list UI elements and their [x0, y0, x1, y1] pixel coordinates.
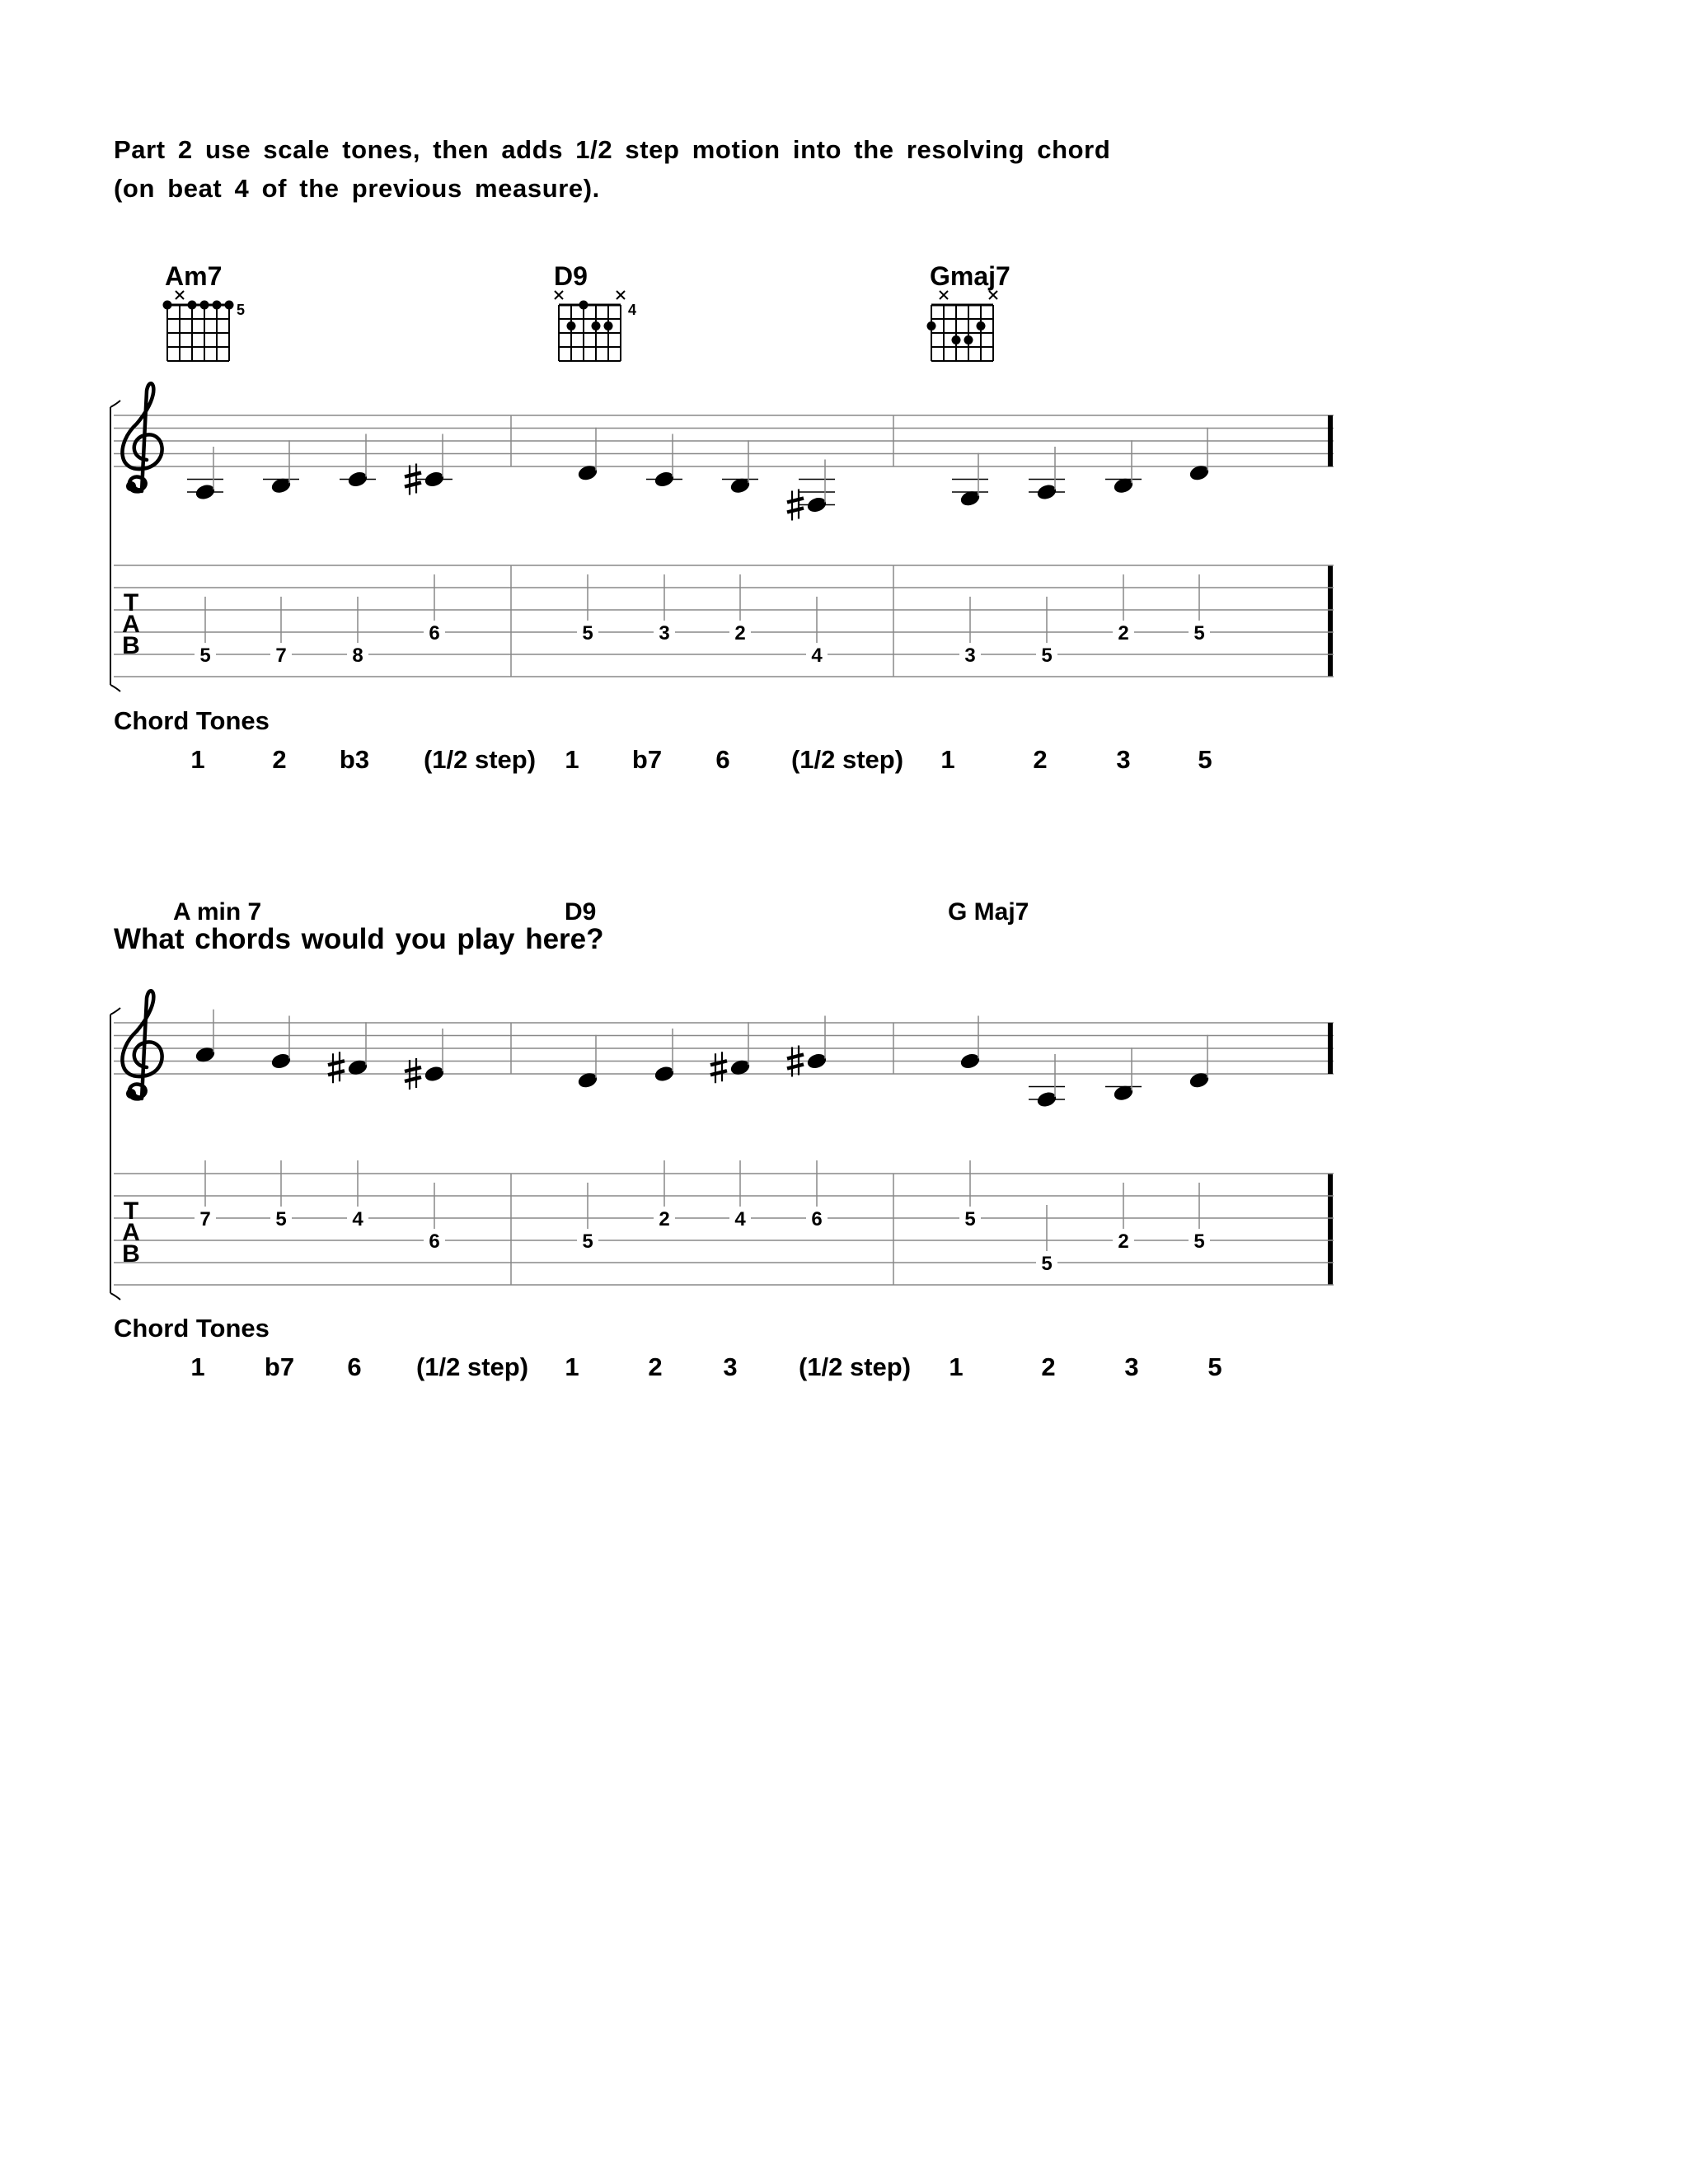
note: [959, 1016, 981, 1071]
tab-number: 5: [275, 1208, 287, 1230]
chord-name: D9: [565, 898, 597, 926]
note: [1105, 440, 1142, 494]
chord-tone: 5: [1207, 1352, 1222, 1381]
chord-tone: 1: [565, 745, 579, 774]
note: [405, 1029, 446, 1090]
tab-number: 6: [429, 1230, 440, 1253]
note: [576, 428, 598, 482]
tab-number: 2: [734, 622, 746, 644]
note: [1029, 1054, 1065, 1108]
tab-letter: B: [122, 1240, 140, 1268]
system-1-labels: [165, 261, 1010, 291]
finger-dot: [977, 321, 986, 330]
tab-number: 5: [582, 622, 593, 644]
note: [405, 434, 452, 495]
chord-tone: 3: [1124, 1352, 1139, 1381]
muted-string-icon: [555, 291, 563, 299]
note: [952, 453, 988, 508]
chord-tone: (1/2 step): [790, 745, 904, 774]
note: [722, 440, 758, 494]
system-2-tab: [114, 1160, 1334, 1285]
muted-string-icon: [940, 291, 948, 299]
tab-number: 2: [1118, 622, 1129, 644]
chord-tone: b3: [339, 745, 370, 774]
finger-dot: [964, 335, 973, 344]
note: [340, 434, 376, 489]
finger-dot: [579, 301, 588, 310]
finger-dot: [592, 321, 601, 330]
chord-tone: 2: [272, 745, 287, 774]
intro-line-1: Part 2 use scale tones, then adds 1/2 step motion into the resolving chord: [114, 135, 1111, 164]
finger-dot: [163, 301, 172, 310]
tab-number: 6: [429, 622, 440, 644]
tab-number: 5: [1193, 1230, 1205, 1253]
chord-name: Gmaj7: [930, 261, 1010, 291]
muted-string-icon: [617, 291, 625, 299]
chord-diagram: [555, 291, 636, 361]
chord-tone: 1: [949, 1352, 964, 1381]
note: [653, 1029, 675, 1083]
tab-letter: T: [123, 1197, 139, 1225]
chord-tone: 1: [940, 745, 955, 774]
intro-line-2: (on beat 4 of the previous measure).: [114, 174, 600, 203]
tab-number: 8: [352, 644, 363, 667]
chord-name: Am7: [165, 261, 223, 291]
note: [194, 1010, 216, 1064]
tab-number: 5: [582, 1230, 593, 1253]
note: [576, 1035, 598, 1090]
note: [263, 440, 299, 494]
chord-tone: (1/2 step): [423, 745, 537, 774]
system-2-staff: [110, 991, 1334, 1300]
tab-letter: A: [122, 1219, 140, 1246]
note: [646, 434, 682, 489]
system-1-chord-tones: [114, 706, 1212, 774]
chord-tone: (1/2 step): [415, 1352, 529, 1381]
system-2-labels: [173, 898, 1029, 926]
chord-tone: 5: [1198, 745, 1212, 774]
chord-tone: 1: [190, 745, 205, 774]
note: [1029, 447, 1065, 501]
tab-number: 3: [659, 622, 670, 644]
fret-number: 5: [236, 302, 246, 318]
note: [787, 1016, 828, 1077]
chord-tone: 3: [1116, 745, 1131, 774]
chord-tone: 2: [1033, 745, 1048, 774]
tab-number: 7: [275, 644, 287, 667]
treble-clef-icon: [122, 383, 162, 491]
tab-number: 5: [1041, 644, 1053, 667]
tab-number: 5: [964, 1208, 976, 1230]
chord-tone: (1/2 step): [798, 1352, 912, 1381]
system-bracket: [110, 1008, 120, 1300]
note: [1105, 1047, 1142, 1102]
muted-string-icon: [989, 291, 997, 299]
chord-tones-label: Chord Tones: [114, 706, 270, 735]
tab-number: 5: [1193, 622, 1205, 644]
finger-dot: [567, 321, 576, 330]
finger-dot: [952, 335, 961, 344]
fret-number: 4: [627, 302, 637, 318]
tab-number: 7: [199, 1208, 211, 1230]
note: [1188, 428, 1210, 482]
muted-string-icon: [176, 291, 184, 299]
finger-dot: [213, 301, 222, 310]
note: [270, 1016, 292, 1071]
tab-number: 2: [659, 1208, 670, 1230]
chord-name: A min 7: [173, 898, 262, 926]
chord-name: G Maj7: [948, 898, 1029, 926]
tab-number: 6: [811, 1208, 823, 1230]
chord-tone: b7: [264, 1352, 295, 1381]
system-1-tab: [114, 565, 1334, 677]
chord-tones-label: Chord Tones: [114, 1314, 270, 1343]
finger-dot: [200, 301, 209, 310]
chord-tone: 6: [715, 745, 730, 774]
sharp-icon: [328, 1052, 345, 1083]
finger-dot: [604, 321, 613, 330]
tab-number: 3: [964, 644, 976, 667]
tab-number: 2: [1118, 1230, 1129, 1253]
sharp-icon: [710, 1052, 727, 1083]
question-heading: What chords would you play here?: [114, 923, 604, 955]
system-2-chord-tones: [114, 1314, 1222, 1381]
tab-letter: T: [123, 589, 139, 616]
note: [187, 447, 223, 501]
finger-dot: [225, 301, 234, 310]
chord-diagram: [927, 291, 998, 361]
chord-name: D9: [554, 261, 588, 291]
tab-number: 4: [811, 644, 823, 667]
chord-diagram: [163, 291, 246, 361]
tab-number: 4: [734, 1208, 746, 1230]
chord-tone: 3: [723, 1352, 738, 1381]
tab-letter: B: [122, 632, 140, 659]
finger-dot: [188, 301, 197, 310]
chord-tone: 6: [347, 1352, 362, 1381]
chord-tone: 1: [190, 1352, 205, 1381]
tab-number: 5: [1041, 1253, 1053, 1275]
finger-dot: [927, 321, 936, 330]
tab-letter: A: [122, 611, 140, 638]
system-bracket: [110, 401, 120, 691]
note: [787, 460, 835, 521]
treble-clef-icon: [122, 991, 162, 1099]
chord-tone: 1: [565, 1352, 579, 1381]
chord-tone: 2: [1041, 1352, 1056, 1381]
chord-tone: 2: [648, 1352, 663, 1381]
chord-tone: b7: [631, 745, 663, 774]
system-1-chord-diagrams: [163, 291, 998, 361]
tab-number: 5: [199, 644, 211, 667]
system-1-staff: [110, 383, 1334, 691]
note: [1188, 1035, 1210, 1090]
tab-number: 4: [352, 1208, 363, 1230]
